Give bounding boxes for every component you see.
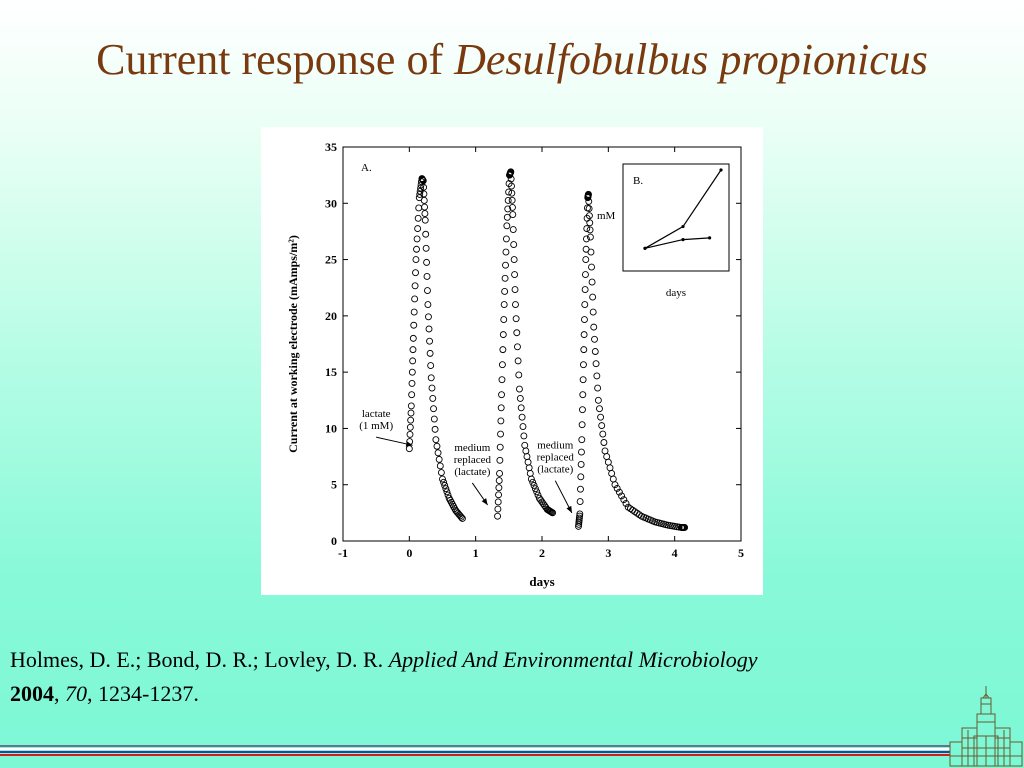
data-point — [509, 197, 515, 203]
data-point — [426, 326, 432, 332]
data-point — [496, 478, 502, 484]
chart-svg — [261, 127, 763, 595]
data-point — [588, 249, 594, 255]
citation-year: 2004 — [10, 681, 54, 706]
x-tick-label: 0 — [406, 546, 413, 560]
data-point — [598, 414, 604, 420]
y-tick-label: 20 — [325, 308, 337, 323]
data-point — [407, 424, 413, 430]
data-point — [512, 272, 518, 278]
data-point — [416, 205, 422, 211]
data-point — [590, 309, 596, 315]
data-point — [580, 377, 586, 383]
data-point — [582, 287, 588, 293]
data-point — [519, 414, 525, 420]
inset-y-label: mM — [597, 210, 616, 222]
data-point — [579, 437, 585, 443]
y-tick-label: 35 — [325, 140, 337, 154]
data-point — [518, 405, 524, 411]
data-point — [407, 431, 413, 437]
data-point — [520, 424, 526, 430]
data-point — [503, 249, 509, 255]
data-point — [415, 226, 421, 232]
inset-point — [681, 238, 684, 241]
annotation-text: replaced — [536, 451, 574, 464]
panel-label-a: A. — [361, 162, 372, 174]
data-point — [437, 463, 443, 469]
data-point — [428, 375, 434, 381]
data-point — [516, 386, 522, 392]
data-point — [438, 470, 444, 476]
annotation-text: (lactate) — [537, 463, 574, 476]
data-point — [431, 406, 437, 412]
data-point — [503, 236, 509, 242]
data-point — [497, 457, 503, 463]
data-point — [502, 275, 508, 281]
data-point — [602, 448, 608, 454]
title-plain: Current response of — [96, 35, 455, 84]
data-point — [408, 417, 414, 423]
data-point — [521, 433, 527, 439]
data-point — [425, 314, 431, 320]
data-point — [578, 474, 584, 480]
data-point — [498, 431, 504, 437]
data-point — [496, 492, 502, 498]
y-tick-label: 25 — [325, 252, 337, 267]
data-point — [436, 456, 442, 462]
x-axis-label: days — [529, 574, 555, 589]
data-point — [415, 215, 421, 221]
data-point — [503, 262, 509, 268]
annotation-text: medium — [454, 441, 491, 454]
data-point — [526, 465, 532, 471]
y-tick-label: 5 — [331, 477, 337, 492]
data-point — [412, 283, 418, 289]
data-point — [425, 302, 431, 308]
x-tick-label: 1 — [472, 546, 479, 560]
data-point — [514, 344, 520, 350]
data-point — [501, 302, 507, 308]
data-point — [524, 454, 530, 460]
data-point — [504, 214, 510, 220]
footer-rule-gray — [0, 745, 950, 747]
panel-label-b: B. — [633, 175, 644, 187]
data-point — [413, 257, 419, 263]
data-point — [424, 259, 430, 265]
data-point — [610, 476, 616, 482]
data-point — [522, 442, 528, 448]
citation-journal: Applied And Environmental Microbiology — [388, 647, 758, 672]
data-point — [605, 459, 611, 465]
title-species: Desulfobulbus propionicus — [454, 35, 928, 84]
data-point — [582, 272, 588, 278]
x-tick-label: 4 — [671, 546, 678, 560]
data-point — [581, 317, 587, 323]
data-point — [525, 459, 531, 465]
citation-pages: , 1234-1237. — [87, 681, 199, 706]
citation-volume: 70 — [65, 681, 87, 706]
data-point — [500, 332, 506, 338]
data-point — [500, 347, 506, 353]
data-point — [427, 338, 433, 344]
annotation-text: (lactate) — [454, 465, 491, 478]
y-tick-label: 30 — [325, 196, 337, 211]
data-point — [510, 227, 516, 233]
data-point — [497, 444, 503, 450]
footer-rule-red — [0, 754, 950, 756]
data-point — [499, 362, 505, 368]
data-point — [596, 406, 602, 412]
data-point — [578, 461, 584, 467]
annotation-text: lactate — [361, 408, 391, 421]
data-point — [495, 506, 501, 512]
data-point — [523, 448, 529, 454]
data-point — [580, 362, 586, 368]
data-point — [428, 363, 434, 369]
inset-x-label: days — [665, 287, 687, 299]
footer-rule-white — [0, 748, 950, 750]
annotation-text: replaced — [453, 453, 491, 466]
data-point — [423, 245, 429, 251]
data-point — [601, 440, 607, 446]
data-point — [587, 220, 593, 226]
annotation-text: (1 mM) — [359, 420, 394, 433]
data-point — [592, 349, 598, 355]
footer-rule-blue — [0, 751, 950, 753]
data-point — [578, 449, 584, 455]
data-point — [599, 423, 605, 429]
data-point — [589, 264, 595, 270]
data-point — [514, 330, 520, 336]
data-point — [433, 437, 439, 443]
data-point — [495, 499, 501, 505]
data-point — [413, 270, 419, 276]
data-point — [577, 486, 583, 492]
data-point — [424, 288, 430, 294]
x-tick-label: 5 — [738, 546, 744, 560]
inset-point — [719, 168, 722, 171]
y-axis-label: Current at working electrode (mAmps/m²) — [286, 235, 300, 453]
data-point — [583, 257, 589, 263]
data-point — [502, 288, 508, 294]
data-point — [408, 403, 414, 409]
data-point — [429, 385, 435, 391]
data-point — [595, 385, 601, 391]
data-point — [590, 294, 596, 300]
x-tick-label: 2 — [539, 546, 545, 560]
data-point — [607, 465, 613, 471]
data-point — [577, 499, 583, 505]
data-point — [582, 302, 588, 308]
data-point — [594, 373, 600, 379]
data-point — [410, 335, 416, 341]
data-point — [414, 246, 420, 252]
data-point — [511, 242, 517, 248]
annotation-text: medium — [537, 439, 574, 452]
chart-figure — [261, 127, 763, 595]
data-point — [498, 418, 504, 424]
data-point — [422, 204, 428, 210]
data-point — [409, 369, 415, 375]
data-point — [501, 317, 507, 323]
data-point — [499, 377, 505, 383]
data-point — [515, 358, 521, 364]
y-tick-label: 10 — [325, 421, 337, 436]
data-point — [495, 513, 501, 519]
data-point — [579, 422, 585, 428]
data-point — [512, 287, 518, 293]
data-point — [431, 416, 437, 422]
data-point — [411, 309, 417, 315]
inset-panel — [597, 164, 729, 299]
data-point — [412, 296, 418, 302]
data-point — [600, 431, 606, 437]
data-point — [592, 336, 598, 342]
data-point — [409, 380, 415, 386]
data-point — [434, 443, 440, 449]
data-point — [424, 273, 430, 279]
data-point — [427, 350, 433, 356]
data-point — [581, 332, 587, 338]
slide-title — [0, 30, 1024, 90]
annotation-arrowhead — [482, 498, 488, 505]
data-point — [580, 392, 586, 398]
data-point — [408, 410, 414, 416]
data-point — [511, 257, 517, 263]
data-point — [499, 392, 505, 398]
inset-point — [708, 236, 711, 239]
data-point — [410, 347, 416, 353]
data-point — [609, 470, 615, 476]
data-point — [579, 407, 585, 413]
data-point — [498, 405, 504, 411]
citation-sep: , — [54, 681, 65, 706]
data-point — [406, 446, 412, 452]
data-point — [516, 372, 522, 378]
data-point — [409, 392, 415, 398]
data-point — [421, 197, 427, 203]
data-point — [432, 426, 438, 432]
data-point — [496, 485, 502, 491]
data-point — [435, 450, 441, 456]
data-point — [423, 231, 429, 237]
data-point — [430, 395, 436, 401]
data-point — [527, 470, 533, 476]
data-point — [414, 236, 420, 242]
data-point — [595, 397, 601, 403]
data-point — [589, 279, 595, 285]
data-point — [411, 322, 417, 328]
citation — [10, 643, 1010, 711]
data-point — [581, 347, 587, 353]
y-tick-label: 15 — [325, 365, 337, 380]
data-point — [591, 324, 597, 330]
data-point — [422, 211, 428, 217]
data-point — [513, 316, 519, 322]
y-tick-label: 0 — [331, 534, 337, 548]
data-point — [497, 470, 503, 476]
data-point — [422, 217, 428, 223]
x-tick-label: 3 — [605, 546, 612, 560]
data-point — [512, 302, 518, 308]
inset-point — [681, 225, 684, 228]
data-point — [593, 361, 599, 367]
data-point — [510, 212, 516, 218]
citation-authors: Holmes, D. E.; Bond, D. R.; Lovley, D. R. — [10, 647, 389, 672]
msu-building-logo — [948, 684, 1024, 768]
data-point — [410, 358, 416, 364]
data-point — [604, 454, 610, 460]
data-point — [517, 395, 523, 401]
x-tick-label: -1 — [338, 546, 348, 560]
data-point — [504, 223, 510, 229]
inset-point — [643, 247, 646, 250]
